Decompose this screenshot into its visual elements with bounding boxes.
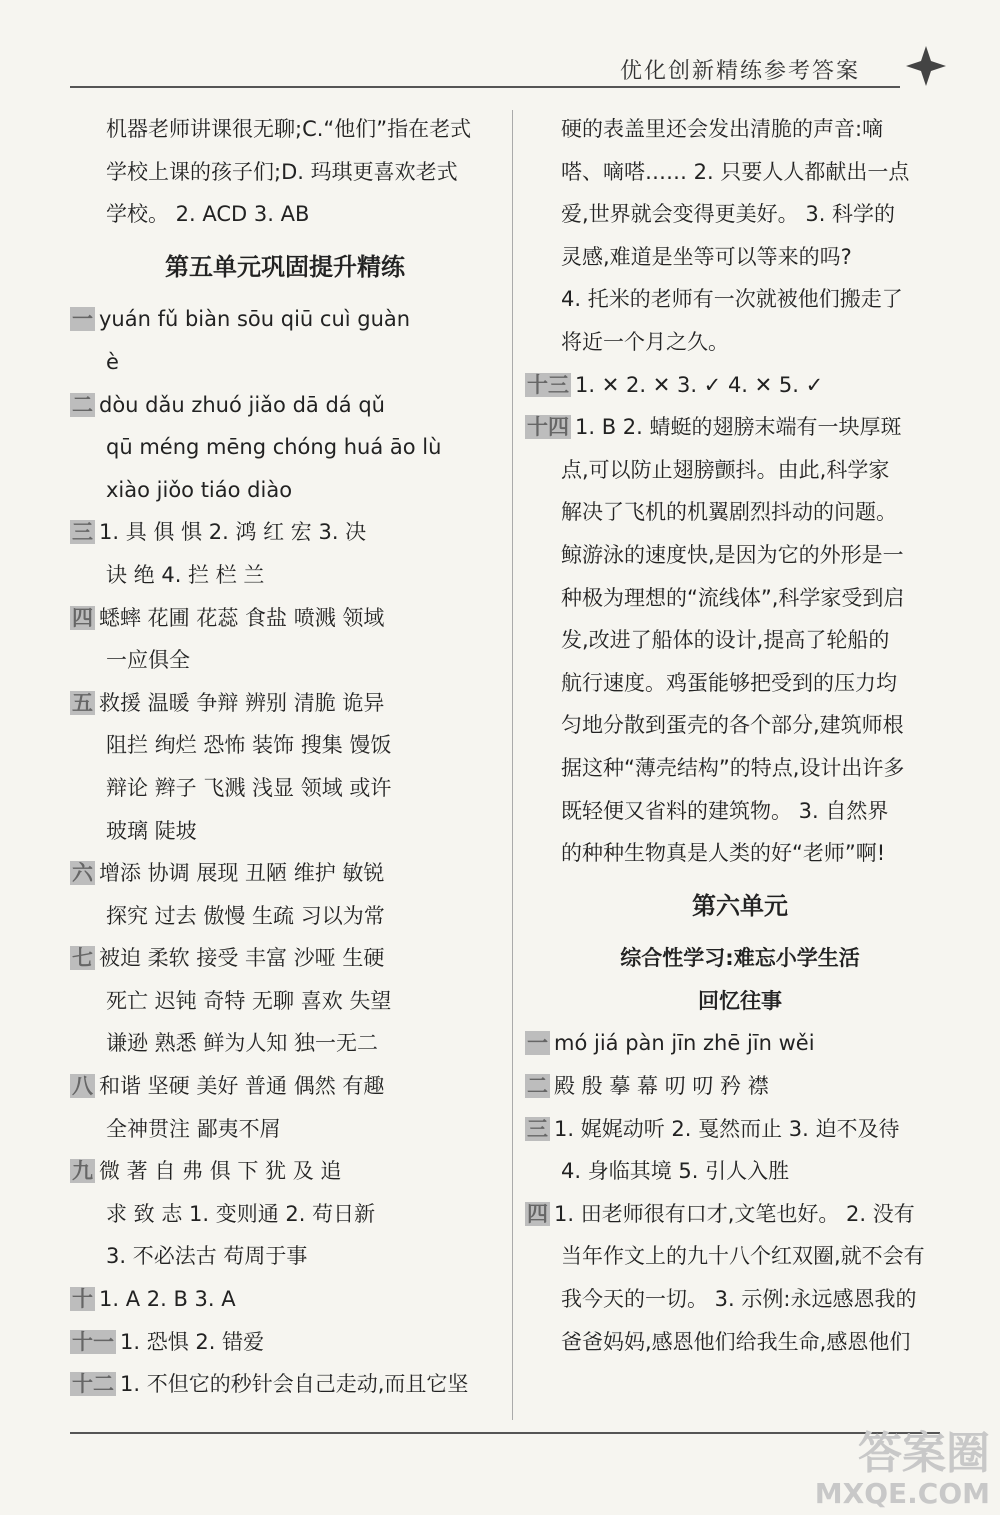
left-column [70,108,500,1406]
answer-line [525,619,955,662]
answer-line [70,1065,500,1108]
answer-text: 1. ✕ 2. ✕ 3. ✓ 4. ✕ 5. ✓ [575,372,824,397]
answer-text: 1. 具 俱 惧 2. 鸿 红 宏 3. 决 [99,520,367,545]
answer-line [525,364,955,407]
answer-line [70,1321,500,1364]
answer-line [70,724,500,767]
answer-line [525,662,955,705]
answer-text: 增添 协调 展现 丑陋 维护 敏锐 [99,861,385,886]
answer-text: 鲸游泳的速度快,是因为它的外形是一 [561,542,904,567]
answer-line [70,108,500,151]
answer-text: 被迫 柔软 接受 丰富 沙哑 生硬 [99,946,385,971]
answer-line [70,554,500,597]
answer-line [525,236,955,279]
answer-text: 和谐 坚硬 美好 普通 偶然 有趣 [99,1074,385,1099]
answer-line [525,321,955,364]
answer-text: 探究 过去 傲慢 生疏 习以为常 [106,903,385,928]
answer-line [70,895,500,938]
question-number-tag: 二 [72,392,93,417]
answer-line [525,747,955,790]
question-number-tag: 十三 [527,372,569,397]
answer-text: 阻拦 绚烂 恐怖 装饰 搜集 馒饭 [106,733,392,758]
watermark-logo [760,1429,990,1509]
question-number-tag: 五 [72,690,93,715]
answer-line [70,193,500,236]
answer-line [525,1193,955,1236]
answer-line [70,1235,500,1278]
question-number-tag: 一 [72,307,93,332]
question-number-tag: 六 [72,861,93,886]
question-number-tag: 一 [527,1031,548,1056]
answer-line [525,704,955,747]
answer-text: 匀地分散到蛋壳的各个部分,建筑师根 [561,713,904,738]
answer-text: 回忆往事 [698,988,782,1013]
answer-text: 玻璃 陡坡 [106,818,197,843]
answer-line [525,790,955,833]
answer-line [525,1278,955,1321]
answer-line [70,469,500,512]
answer-text: 爸爸妈妈,感恩他们给我生命,感恩他们 [561,1329,911,1354]
answer-text: 学校。 2. ACD 3. AB [106,202,310,227]
answer-text: 航行速度。鸡蛋能够把受到的压力均 [561,670,897,695]
answer-line [70,1278,500,1321]
question-number-tag: 十二 [72,1372,114,1397]
answer-text: xiào jiǒo tiáo diào [106,477,293,502]
answer-text: 诀 绝 4. 拦 栏 兰 [106,562,265,587]
answer-text: 种极为理想的“流线体”,科学家受到启 [561,585,905,610]
subsection-title [525,980,955,1023]
answer-text: mó jiá pàn jīn zhē jīn wěi [554,1031,815,1056]
answer-text: 点,可以防止翅膀颤抖。由此,科学家 [561,457,890,482]
answer-line [70,682,500,725]
answer-line [525,278,955,321]
answer-text: 1. 娓娓动听 2. 戛然而止 3. 迫不及待 [554,1116,900,1141]
answer-line [70,1193,500,1236]
answer-line [525,1022,955,1065]
answer-line [525,108,955,151]
right-column [525,108,955,1363]
star-decoration-icon [904,44,948,88]
answer-line [525,151,955,194]
answer-text: 1. A 2. B 3. A [99,1287,236,1312]
answer-text: 爱,世界就会变得更美好。 3. 科学的 [561,202,896,227]
question-number-tag: 二 [527,1074,548,1099]
answer-text: 综合性学习:难忘小学生活 [620,946,860,971]
question-number-tag: 四 [527,1201,548,1226]
question-number-tag: 九 [72,1159,93,1184]
answer-text: 1. 恐惧 2. 错爱 [120,1329,265,1354]
answer-text: 4. 身临其境 5. 引人入胜 [561,1159,790,1184]
answer-text: 第五单元巩固提升精练 [165,251,405,281]
answer-text: 的种种生物真是人类的好“老师”啊! [561,841,886,866]
answer-line [70,511,500,554]
section-title [525,885,955,928]
answer-text: 救援 温暖 争辩 辨别 清脆 诡异 [99,690,385,715]
answer-line [525,1150,955,1193]
answer-line [70,298,500,341]
header-rule [70,86,900,88]
watermark-big: 答案圈 [858,1428,990,1479]
answer-line [70,384,500,427]
answer-text: è [106,349,119,374]
answer-text: yuán fǔ biàn sōu qiū cuì guàn [99,307,411,332]
answer-text: 我今天的一切。 3. 示例:永远感恩我的 [561,1287,917,1312]
answer-line [70,1150,500,1193]
question-number-tag: 三 [527,1116,548,1141]
answer-line [70,341,500,384]
answer-line [70,151,500,194]
answer-text: 1. 田老师很有口才,文笔也好。 2. 没有 [554,1201,915,1226]
question-number-tag: 十四 [527,415,569,440]
answer-line [70,852,500,895]
answer-line [525,1321,955,1364]
answer-line [525,406,955,449]
answer-line [70,426,500,469]
answer-line [70,597,500,640]
answer-text: 微 著 自 弗 俱 下 犹 及 追 [99,1159,342,1184]
column-divider [512,110,513,1420]
answer-line [525,534,955,577]
answer-text: 据这种“薄壳结构”的特点,设计出许多 [561,755,905,780]
answer-line [525,1235,955,1278]
answer-line [70,937,500,980]
answer-text: 1. 不但它的秒针会自己走动,而且它坚 [120,1372,469,1397]
answer-text: 辩论 辫子 飞溅 浅显 领域 或许 [106,775,392,800]
answer-text: 殿 殷 摹 幕 叨 叨 矜 襟 [554,1074,769,1099]
answer-line [70,639,500,682]
answer-text: 嗒、嘀嗒…… 2. 只要人人都献出一点 [561,159,910,184]
question-number-tag: 三 [72,520,93,545]
answer-text: 解决了飞机的机翼剧烈抖动的问题。 [561,500,897,525]
answer-text: 求 致 志 1. 变则通 2. 苟日新 [106,1201,376,1226]
question-number-tag: 十一 [72,1329,114,1354]
watermark-small: MXQE.COM [814,1477,990,1510]
answer-line [70,1363,500,1406]
answer-line [70,810,500,853]
answer-line [525,193,955,236]
answer-text: 全神贯注 鄙夷不屑 [106,1116,281,1141]
question-number-tag: 八 [72,1074,93,1099]
answer-text: 死亡 迟钝 奇特 无聊 喜欢 失望 [106,988,392,1013]
answer-text: qū méng mēng chóng huá āo lù [106,435,442,460]
answer-text: 蟋蟀 花圃 花蕊 食盐 喷溅 领域 [99,605,385,630]
answer-text: 谦逊 熟悉 鲜为人知 独一无二 [106,1031,379,1056]
question-number-tag: 四 [72,605,93,630]
answer-text: dòu dǎu zhuó jiǎo dā dá qǔ [99,392,385,417]
subsection-title [525,937,955,980]
question-number-tag: 十 [72,1287,93,1312]
answer-text: 发,改进了船体的设计,提高了轮船的 [561,628,890,653]
answer-text: 学校上课的孩子们;D. 玛琪更喜欢老式 [106,159,458,184]
answer-line [525,449,955,492]
answer-line [70,767,500,810]
answer-line [525,491,955,534]
answer-line [525,577,955,620]
answer-line [70,1022,500,1065]
answer-text: 硬的表盖里还会发出清脆的声音:嘀 [561,117,884,141]
header-title: 优化创新精练参考答案 [619,59,860,84]
answer-text: 4. 托米的老师有一次就被他们搬走了 [561,287,903,312]
answer-text: 一应俱全 [106,648,190,673]
answer-text: 当年作文上的九十八个红双圈,就不会有 [561,1244,925,1269]
answer-text: 灵感,难道是坐等可以等来的吗? [561,244,852,269]
answer-text: 3. 不必法古 苟周于事 [106,1244,308,1269]
answer-text: 第六单元 [692,890,788,920]
section-title [70,246,500,289]
answer-line [525,1065,955,1108]
page-header [70,50,900,88]
question-number-tag: 七 [72,946,93,971]
answer-line [525,832,955,875]
answer-line [70,980,500,1023]
answer-text: 将近一个月之久。 [561,329,729,354]
answer-text: 既轻便又省料的建筑物。 3. 自然界 [561,798,889,823]
answer-text: 1. B 2. 蜻蜓的翅膀末端有一块厚斑 [575,415,902,440]
answer-line [525,1108,955,1151]
answer-text: 机器老师讲课很无聊;C.“他们”指在老式 [106,117,472,141]
answer-line [70,1108,500,1151]
